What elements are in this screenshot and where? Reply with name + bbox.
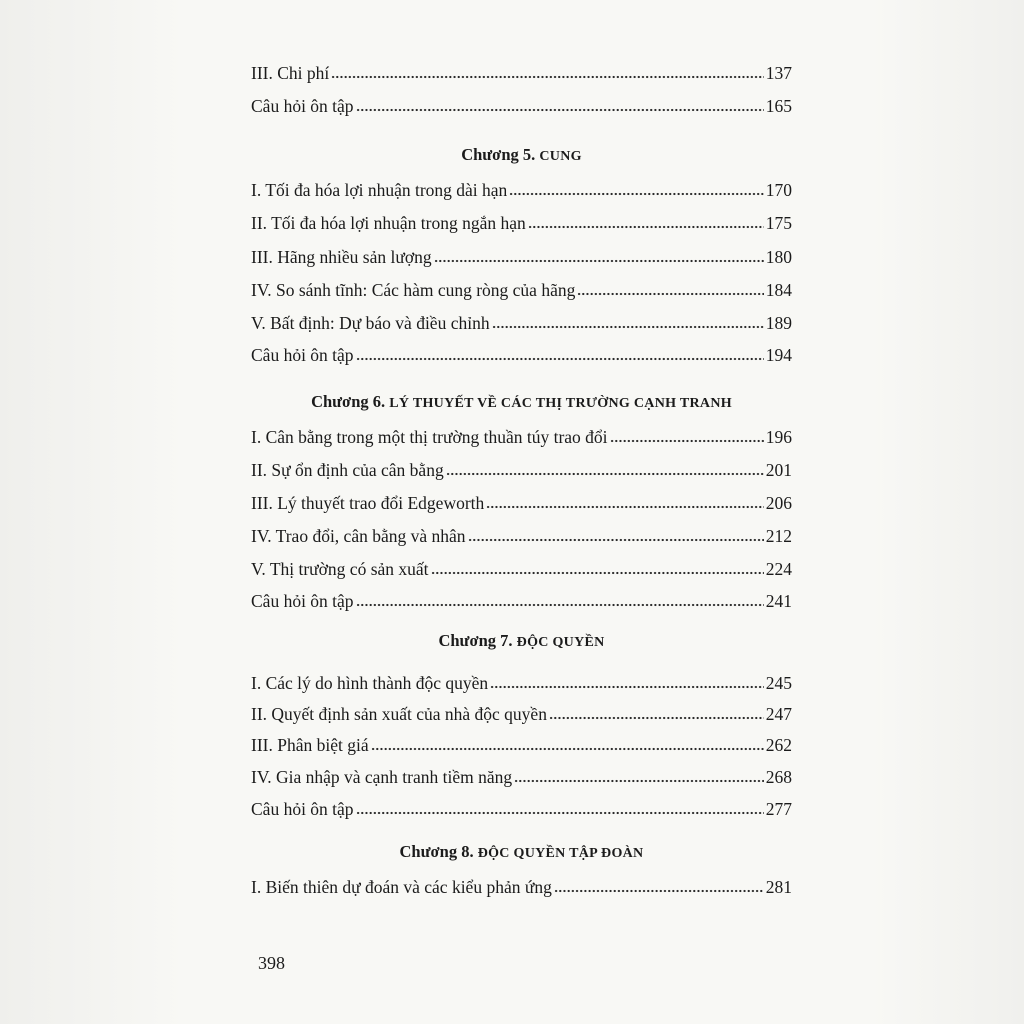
toc-entry — [251, 178, 792, 202]
chapter-heading — [251, 841, 792, 865]
chapter-label: Chương 5. — [461, 145, 536, 164]
chapter-label: Chương 7. — [438, 631, 513, 650]
toc-entry-title: I. Cân bằng trong một thị trường thuần túy trao đổi — [251, 427, 608, 447]
dot-leader — [356, 108, 764, 112]
toc-entry-title: I. Các lý do hình thành độc quyền — [251, 673, 489, 693]
dot-leader — [509, 192, 763, 196]
toc-entry-page: 268 — [765, 767, 792, 787]
toc-entry-page: 241 — [765, 591, 792, 611]
toc-entry-page: 224 — [765, 559, 792, 579]
toc-entry-title: III. Chi phí — [251, 63, 330, 83]
toc-entry — [251, 245, 792, 269]
dot-leader — [331, 75, 763, 79]
chapter-title: ĐỘC QUYỀN — [516, 635, 605, 650]
toc-entry — [251, 458, 792, 482]
dot-leader — [549, 716, 764, 720]
toc-entry-title: II. Tối đa hóa lợi nhuận trong ngắn hạn — [251, 213, 526, 233]
toc-entry-title: III. Hãng nhiều sản lượng — [251, 247, 432, 267]
toc-entry-title: III. Lý thuyết trao đổi Edgeworth — [251, 493, 485, 513]
toc-entry-page: 194 — [765, 345, 792, 365]
dot-leader — [356, 603, 764, 607]
toc-entry — [251, 491, 792, 515]
toc-entry — [251, 797, 792, 821]
chapter-label: Chương 6. — [311, 392, 386, 411]
toc-entry-page: 189 — [765, 313, 792, 333]
toc-entry-title: Câu hỏi ôn tập — [251, 591, 354, 611]
chapter-heading — [251, 391, 792, 415]
toc-entry-title: Câu hỏi ôn tập — [251, 345, 354, 365]
toc-entry — [251, 278, 792, 302]
toc-entry-page: 201 — [765, 460, 792, 480]
dot-leader — [468, 538, 764, 542]
toc-entry — [251, 557, 792, 581]
toc-entry-page: 180 — [765, 247, 792, 267]
toc-entry-title: III. Phân biệt giá — [251, 735, 369, 755]
toc-entry — [251, 733, 792, 757]
toc-entry-page: 137 — [765, 63, 792, 83]
toc-entry-page: 165 — [765, 96, 792, 116]
page-number: 398 — [258, 953, 285, 973]
toc-entry-page: 281 — [765, 877, 792, 897]
dot-leader — [446, 472, 764, 476]
toc-entry — [251, 61, 792, 85]
toc-entry-page: 212 — [765, 526, 792, 546]
toc-entry — [251, 765, 792, 789]
toc-entry — [251, 524, 792, 548]
toc-entry-title: II. Quyết định sản xuất của nhà độc quyền — [251, 704, 547, 724]
toc-entry-title: IV. Gia nhập và cạnh tranh tiềm năng — [251, 767, 513, 787]
toc-entry — [251, 211, 792, 235]
toc-entry — [251, 589, 792, 613]
toc-entry-page: 262 — [765, 735, 792, 755]
dot-leader — [492, 325, 764, 329]
toc-entry-page: 175 — [765, 213, 792, 233]
toc-entry-page: 247 — [765, 704, 792, 724]
toc-entry-page: 206 — [765, 493, 792, 513]
chapter-title: ĐỘC QUYỀN TẬP ĐOÀN — [477, 846, 644, 861]
chapter-title: CUNG — [539, 149, 582, 164]
dot-leader — [356, 357, 764, 361]
chapter-heading — [251, 144, 792, 168]
toc-entry-page: 184 — [765, 280, 792, 300]
toc-entry-title: I. Biến thiên dự đoán và các kiểu phản ứng — [251, 877, 552, 897]
dot-leader — [490, 685, 764, 689]
dot-leader — [514, 779, 764, 783]
dot-leader — [356, 811, 764, 815]
toc-entry-title: Câu hỏi ôn tập — [251, 96, 354, 116]
toc-entry — [251, 671, 792, 695]
toc-entry — [251, 875, 792, 899]
toc-entry — [251, 94, 792, 118]
toc-entry-title: IV. Trao đổi, cân bằng và nhân — [251, 526, 466, 546]
dot-leader — [577, 292, 763, 296]
toc-entry-title: IV. So sánh tĩnh: Các hàm cung ròng của hãng — [251, 280, 576, 300]
toc-entry-title: I. Tối đa hóa lợi nhuận trong dài hạn — [251, 180, 508, 200]
dot-leader — [528, 225, 764, 229]
toc-entry — [251, 311, 792, 335]
chapter-label: Chương 8. — [399, 842, 474, 861]
toc-entry-page: 196 — [765, 427, 792, 447]
dot-leader — [486, 505, 763, 509]
toc-entry-page: 170 — [765, 180, 792, 200]
dot-leader — [610, 439, 764, 443]
dot-leader — [431, 571, 764, 575]
toc-entry — [251, 343, 792, 367]
toc-entry-page: 245 — [765, 673, 792, 693]
toc-entry-title: V. Thị trường có sản xuất — [251, 559, 429, 579]
chapter-heading — [251, 630, 792, 654]
toc-entry-page: 277 — [765, 799, 792, 819]
toc-entry-title: II. Sự ổn định của cân bằng — [251, 460, 444, 480]
toc-entry-title: V. Bất định: Dự báo và điều chỉnh — [251, 313, 490, 333]
toc-entry — [251, 425, 792, 449]
toc-entry — [251, 702, 792, 726]
dot-leader — [371, 747, 764, 751]
toc-entry-title: Câu hỏi ôn tập — [251, 799, 354, 819]
dot-leader — [434, 259, 764, 263]
chapter-title: LÝ THUYẾT VỀ CÁC THỊ TRƯỜNG CẠNH TRANH — [389, 396, 732, 411]
dot-leader — [554, 889, 764, 893]
